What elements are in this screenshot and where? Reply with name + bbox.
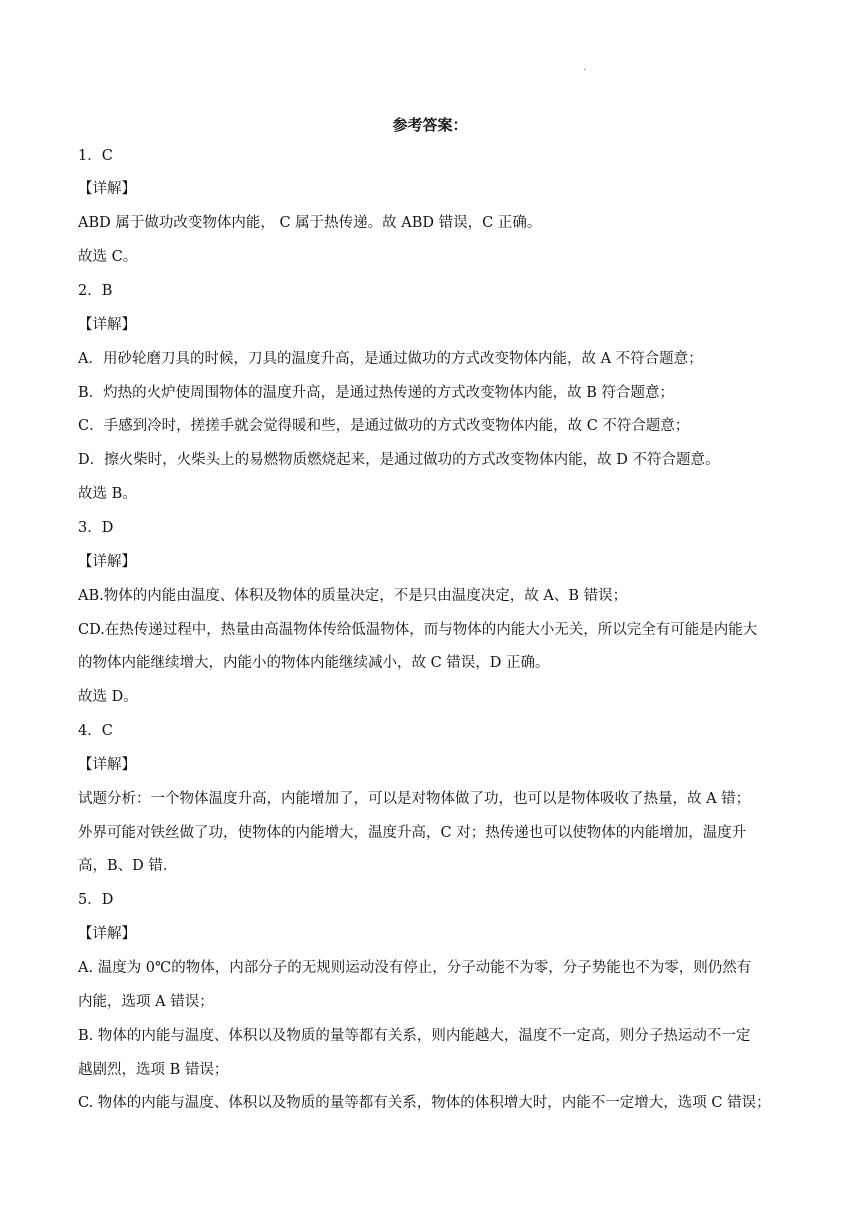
answer-line: C. 物体的内能与温度、体积以及物质的量等都有关系，物体的体积增大时，内能不一定增大，选项 C 错误； — [78, 1095, 771, 1111]
header-dot: . — [583, 62, 587, 73]
answer-line: 越剧烈，选项 B 错误； — [78, 1062, 229, 1078]
answer-number-4: 4．C — [78, 723, 113, 739]
answer-number-5: 5．D — [78, 892, 114, 908]
detail-heading-5: 【详解】 — [78, 926, 136, 942]
answer-line: 的物体内能继续增大，内能小的物体内能继续减小，故 C 错误，D 正确。 — [78, 655, 550, 671]
answer-line: B．灼热的火炉使周围物体的温度升高，是通过热传递的方式改变物体内能，故 B 符合题意； — [78, 385, 675, 401]
answer-number-3: 3．D — [78, 520, 114, 536]
detail-heading-4: 【详解】 — [78, 757, 136, 773]
answer-line: ABD 属于做功改变物体内能， C 属于热传递。故 ABD 错误，C 正确。 — [78, 215, 542, 231]
answer-line: 故选 D。 — [78, 689, 138, 705]
answer-line: D．擦火柴时，火柴头上的易燃物质燃烧起来，是通过做功的方式改变物体内能，故 D 不符合题意。 — [78, 452, 720, 468]
answer-line: 外界可能对铁丝做了功，使物体的内能增大，温度升高，C 对；热传递也可以使物体的内能增加，温度升 — [78, 825, 747, 841]
page-title: 参考答案： — [392, 116, 468, 134]
answer-line: 内能，选项 A 错误； — [78, 994, 214, 1010]
detail-heading-3: 【详解】 — [78, 554, 136, 570]
answer-number-2: 2．B — [78, 283, 113, 299]
answer-line: A．用砂轮磨刀具的时候，刀具的温度升高，是通过做功的方式改变物体内能，故 A 不符合题意； — [78, 351, 703, 367]
detail-heading-2: 【详解】 — [78, 317, 136, 333]
answer-line: AB.物体的内能由温度、体积及物体的质量决定，不是只由温度决定，故 A、B 错误； — [78, 588, 628, 604]
answer-number-1: 1．C — [78, 148, 113, 164]
answer-line: 高，B、D 错． — [78, 858, 178, 874]
answer-line: C．手感到冷时，搓搓手就会觉得暖和些，是通过做功的方式改变物体内能，故 C 不符合题意； — [78, 418, 690, 434]
detail-heading-1: 【详解】 — [78, 181, 136, 197]
answer-line: 故选 C。 — [78, 249, 138, 265]
answer-line: 故选 B。 — [78, 486, 137, 502]
answer-line: A. 温度为 0℃的物体，内部分子的无规则运动没有停止，分子动能不为零，分子势能也不为零，则仍然有 — [78, 960, 752, 976]
answer-line: B. 物体的内能与温度、体积以及物质的量等都有关系，则内能越大，温度不一定高，则分子热运动不一定 — [78, 1028, 751, 1044]
answer-line: 试题分析：一个物体温度升高，内能增加了，可以是对物体做了功，也可以是物体吸收了热量，故 A 错； — [78, 791, 751, 807]
answer-line: CD.在热传递过程中，热量由高温物体传给低温物体，而与物体的内能大小无关，所以完全有可能是内能大 — [78, 622, 758, 638]
